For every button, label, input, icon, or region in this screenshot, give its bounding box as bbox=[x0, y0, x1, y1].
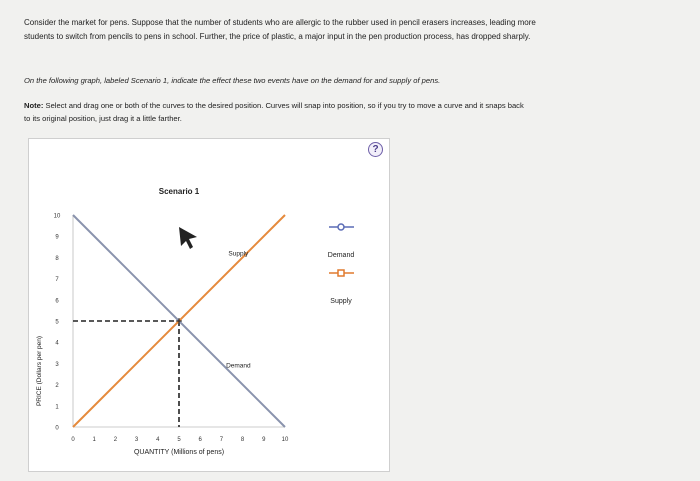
x-tick-label: 1 bbox=[92, 437, 96, 443]
x-tick-label: 4 bbox=[156, 437, 160, 443]
demand-curve-label: Demand bbox=[226, 362, 251, 370]
y-tick-label: 8 bbox=[55, 255, 59, 262]
help-button[interactable] bbox=[368, 142, 383, 157]
chart-title: Scenario 1 bbox=[158, 187, 200, 196]
y-tick-label: 5 bbox=[55, 319, 59, 326]
y-tick-label: 2 bbox=[55, 383, 59, 390]
y-tick-label: 6 bbox=[55, 298, 59, 305]
graph-panel bbox=[28, 138, 390, 472]
instruction-text: On the following graph, labeled Scenario 1, indicate the effect these two events have on the demand for and supply of pens. bbox=[24, 76, 441, 85]
legend-demand-label: Demand bbox=[327, 252, 355, 259]
question-text bbox=[24, 16, 664, 44]
circle-marker-icon[interactable] bbox=[338, 224, 344, 230]
y-axis-label: PRICE (Dollars per pen) bbox=[36, 335, 43, 407]
square-marker-icon[interactable] bbox=[338, 270, 344, 276]
x-tick-label: 0 bbox=[71, 437, 75, 443]
question-line-2: students to switch from pencils to pens in school. Further, the price of plastic, a major input in the pen production process, has dropped sharply. bbox=[24, 32, 531, 41]
x-axis-label: QUANTITY (Millions of pens) bbox=[133, 449, 225, 456]
y-tick-label: 9 bbox=[55, 234, 59, 241]
x-tick-label: 10 bbox=[281, 437, 289, 443]
question-line-1: Consider the market for pens. Suppose that the number of students who are allergic to the rubber used in pencil erasers increases, leading more bbox=[24, 18, 536, 27]
note-line-2: to its original position, just drag it a little farther. bbox=[24, 114, 182, 123]
x-tick-label: 9 bbox=[262, 437, 266, 443]
x-tick-label: 7 bbox=[219, 437, 224, 443]
note-label: Note: bbox=[24, 101, 44, 110]
note-line-1: Select and drag one or both of the curves to the desired position. Curves will snap into position, so if you try to move a curve and it snaps back bbox=[43, 101, 524, 110]
y-tick-label: 10 bbox=[53, 213, 61, 220]
x-tick-label: 5 bbox=[177, 437, 181, 443]
scenario-chart bbox=[29, 139, 389, 471]
legend-supply-label: Supply bbox=[330, 298, 352, 305]
x-tick-label: 2 bbox=[113, 437, 118, 443]
y-tick-label: 4 bbox=[55, 340, 59, 347]
y-tick-label: 7 bbox=[55, 277, 59, 284]
x-tick-label: 6 bbox=[198, 437, 202, 443]
legend bbox=[328, 224, 355, 305]
x-tick-label: 3 bbox=[134, 437, 139, 443]
question-mark-icon: ? bbox=[372, 144, 379, 155]
y-tick-label: 1 bbox=[55, 404, 59, 411]
supply-curve-label: Supply bbox=[228, 250, 249, 258]
x-tick-label: 8 bbox=[240, 437, 245, 443]
y-tick-label: 3 bbox=[55, 361, 59, 368]
cursor-arrow-icon bbox=[179, 227, 197, 249]
note-text bbox=[24, 99, 664, 125]
y-tick-label: 0 bbox=[55, 425, 59, 432]
